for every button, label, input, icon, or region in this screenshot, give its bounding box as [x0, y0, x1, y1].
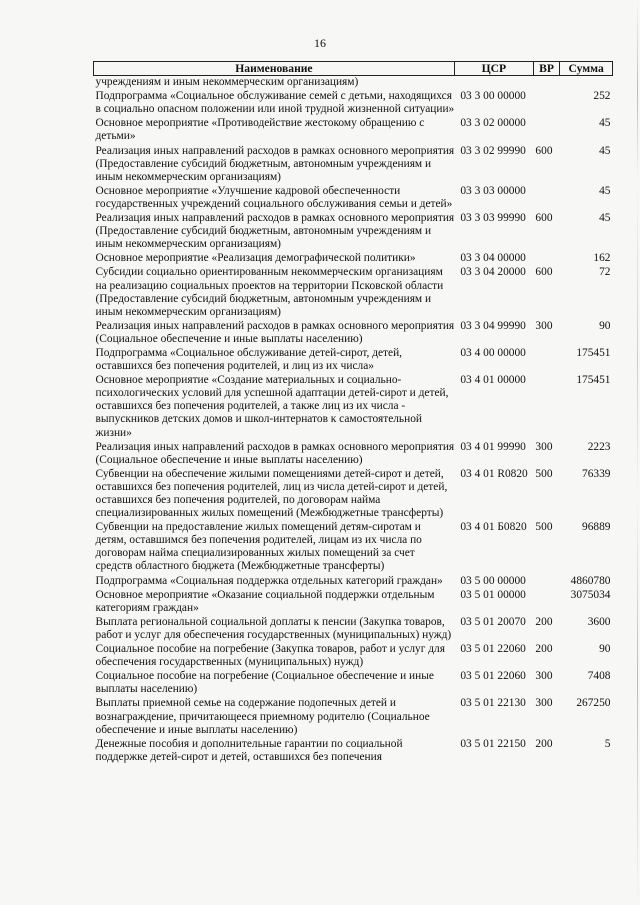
row-name: Основное мероприятие «Противодействие жестокому обращению с детьми» [95, 117, 425, 143]
row-vr: 600 [535, 144, 553, 157]
row-name: Основное мероприятие «Создание материальных и социально-психологических условий для успешной адаптации детей-сирот и детей, оставшихся без попечения родителей, а также лиц из их числа - выпускников детских домов и школ-интернатов к самостоятельной жизни» [95, 374, 449, 439]
row-csr: 03 3 00 00000 [460, 90, 526, 103]
table-row [94, 266, 613, 319]
row-sum: 45 [599, 144, 611, 157]
table-header-row [94, 62, 613, 76]
row-csr: 03 5 01 20070 [460, 615, 526, 628]
row-csr: 03 3 04 20000 [460, 266, 526, 279]
row-vr: 300 [535, 319, 553, 332]
row-vr: 200 [535, 643, 553, 656]
row-csr: 03 4 01 R0820 [460, 467, 528, 480]
row-sum: 175451 [576, 346, 611, 359]
row-sum: 72 [599, 266, 611, 279]
row-vr: 200 [535, 615, 553, 628]
table-row [94, 697, 613, 737]
row-csr: 03 4 01 00000 [460, 374, 526, 387]
row-name: Подпрограмма «Социальное обслуживание детей-сирот, детей, оставшихся без попечения родителей, и лиц из их числа» [95, 346, 403, 373]
row-csr: 03 5 01 22150 [460, 737, 526, 750]
row-vr [533, 589, 559, 616]
row-sum: 96889 [582, 521, 611, 534]
table-body [94, 76, 613, 765]
table-row [94, 670, 613, 697]
row-vr [533, 374, 559, 440]
row-sum: 252 [593, 90, 611, 103]
row-csr: 03 3 04 00000 [460, 252, 526, 265]
row-sum: 4860780 [570, 574, 611, 587]
row-vr: 300 [535, 697, 553, 710]
row-sum: 175451 [576, 374, 611, 387]
row-name: Выплаты приемной семье на содержание подопечных детей и вознаграждение, причитающееся приемному родителю (Социальное обеспечение и иные выплаты населению) [95, 697, 430, 736]
row-sum: 162 [593, 252, 611, 265]
row-name: учреждениям и иным некоммерческим организациям) [95, 76, 359, 89]
row-csr: 03 3 03 99990 [460, 212, 526, 225]
row-name: Социальное пособие на погребение (Социальное обеспечение и иные выплаты населению) [95, 670, 434, 696]
row-sum: 45 [599, 117, 611, 130]
row-name: Подпрограмма «Социальная поддержка отдельных категорий граждан» [95, 574, 443, 587]
row-vr [533, 90, 559, 117]
row-csr: 03 3 02 00000 [460, 117, 526, 130]
row-csr: 03 3 03 00000 [460, 184, 526, 197]
row-csr: 03 3 02 99990 [460, 144, 526, 157]
row-sum: 76339 [582, 467, 611, 480]
row-sum: 45 [599, 212, 611, 225]
table-row [94, 320, 613, 347]
table-row [94, 643, 613, 670]
row-name: Реализация иных направлений расходов в рамках основного мероприятия (Социальное обеспечение и иные выплаты населению) [95, 319, 455, 345]
row-name: Субвенции на предоставление жилых помещений детям-сиротам и детям, оставшимся без попечения родителей, лицам из их числа по договорам найма специализированных жилых помещений за счет средств областного бюджета (Межбюджетные трансферты) [95, 521, 422, 573]
row-name: Субвенции на обеспечение жилыми помещениями детей-сирот и детей, оставшихся без попечения родителей, лиц из числа детей-сирот и детей, оставшихся без попечения родителей, по договорам найма специализированных жилых помещений (Межбюджетные трансферты) [95, 467, 448, 520]
table-row [94, 738, 613, 765]
row-vr [533, 252, 559, 266]
table-row [94, 589, 613, 616]
row-sum: 267250 [576, 697, 611, 710]
budget-table [93, 61, 613, 765]
row-csr: 03 3 04 99990 [460, 319, 526, 332]
header-sum: Сумма [560, 62, 613, 76]
row-sum: 7408 [587, 670, 611, 683]
row-name: Реализация иных направлений расходов в рамках основного мероприятия (Предоставление субсидий бюджетным, автономным учреждениям и иным некоммерческим организациям) [95, 144, 455, 183]
row-vr: 500 [535, 521, 553, 534]
row-name: Выплата региональной социальной доплаты к пенсии (Закупка товаров, работ и услуг для обеспечения государственных (муниципальных) нужд) [95, 615, 452, 641]
table-row [94, 521, 613, 574]
table-row [94, 374, 613, 440]
row-sum: 45 [599, 184, 611, 197]
row-name: Основное мероприятие «Реализация демографической политики» [95, 252, 416, 265]
header-csr: ЦСР [454, 62, 533, 76]
row-csr: 03 5 00 00000 [460, 574, 526, 587]
row-vr [533, 117, 559, 144]
row-sum: 3075034 [570, 588, 611, 601]
row-vr: 600 [535, 212, 553, 225]
row-csr [454, 76, 533, 91]
row-vr: 300 [535, 440, 553, 453]
table-row [94, 575, 613, 589]
row-csr: 03 5 01 22130 [460, 697, 526, 710]
table-row [94, 616, 613, 643]
row-sum: 3600 [587, 615, 611, 628]
row-csr: 03 5 01 22060 [460, 670, 526, 683]
table-row [94, 145, 613, 185]
table-row [94, 185, 613, 212]
row-vr: 300 [535, 670, 553, 683]
row-name: Подпрограмма «Социальное обслуживание семей с детьми, находящихся в социально опасном положении или иной трудной жизненной ситуации» [95, 90, 455, 116]
row-csr: 03 4 01 99990 [460, 440, 526, 453]
scan-margin-mark [637, 0, 638, 905]
row-name: Социальное пособие на погребение (Закупка товаров, работ и услуг для обеспечения государственных (муниципальных) нужд) [95, 643, 445, 669]
row-sum [560, 76, 613, 91]
row-name: Основное мероприятие «Оказание социальной поддержки отдельным категориям граждан» [95, 588, 435, 614]
row-csr: 03 4 01 Б0820 [460, 521, 527, 534]
header-name: Наименование [94, 62, 455, 76]
table-row [94, 90, 613, 117]
row-vr: 200 [535, 737, 553, 750]
row-vr [533, 185, 559, 212]
row-name: Реализация иных направлений расходов в рамках основного мероприятия (Социальное обеспечение и иные выплаты населению) [95, 440, 455, 466]
row-name: Основное мероприятие «Улучшение кадровой обеспеченности государственных учреждений социального обслуживания семьи и детей» [95, 184, 453, 210]
table-row [94, 441, 613, 468]
row-vr [533, 76, 559, 91]
header-vr: ВР [533, 62, 559, 76]
row-vr [533, 575, 559, 589]
row-csr: 03 4 00 00000 [460, 346, 526, 359]
table-row [94, 468, 613, 521]
row-name: Субсидии социально ориентированным некоммерческим организациям на реализацию социальных проектов на территории Псковской области (Предоставление субсидий бюджетным, автономным учреждениям и иным некоммерческим организациям) [95, 266, 444, 318]
row-csr: 03 5 01 22060 [460, 643, 526, 656]
table-row [94, 252, 613, 266]
row-sum: 90 [599, 643, 611, 656]
row-vr: 500 [535, 467, 553, 480]
row-sum: 2223 [587, 440, 611, 453]
row-vr [533, 347, 559, 374]
row-name: Денежные пособия и дополнительные гарантии по социальной поддержке детей-сирот и детей, оставшихся без попечения [95, 737, 403, 763]
row-csr: 03 5 01 00000 [460, 588, 526, 601]
row-sum: 5 [604, 737, 611, 750]
table-row [94, 117, 613, 144]
table-row [94, 76, 613, 91]
page-number: 16 [314, 36, 326, 50]
row-sum: 90 [599, 319, 611, 332]
row-name: Реализация иных направлений расходов в рамках основного мероприятия (Предоставление субсидий бюджетным, автономным учреждениям и иным некоммерческим организациям) [95, 212, 455, 251]
table-row [94, 347, 613, 374]
table-row [94, 212, 613, 252]
row-vr: 600 [535, 266, 553, 279]
